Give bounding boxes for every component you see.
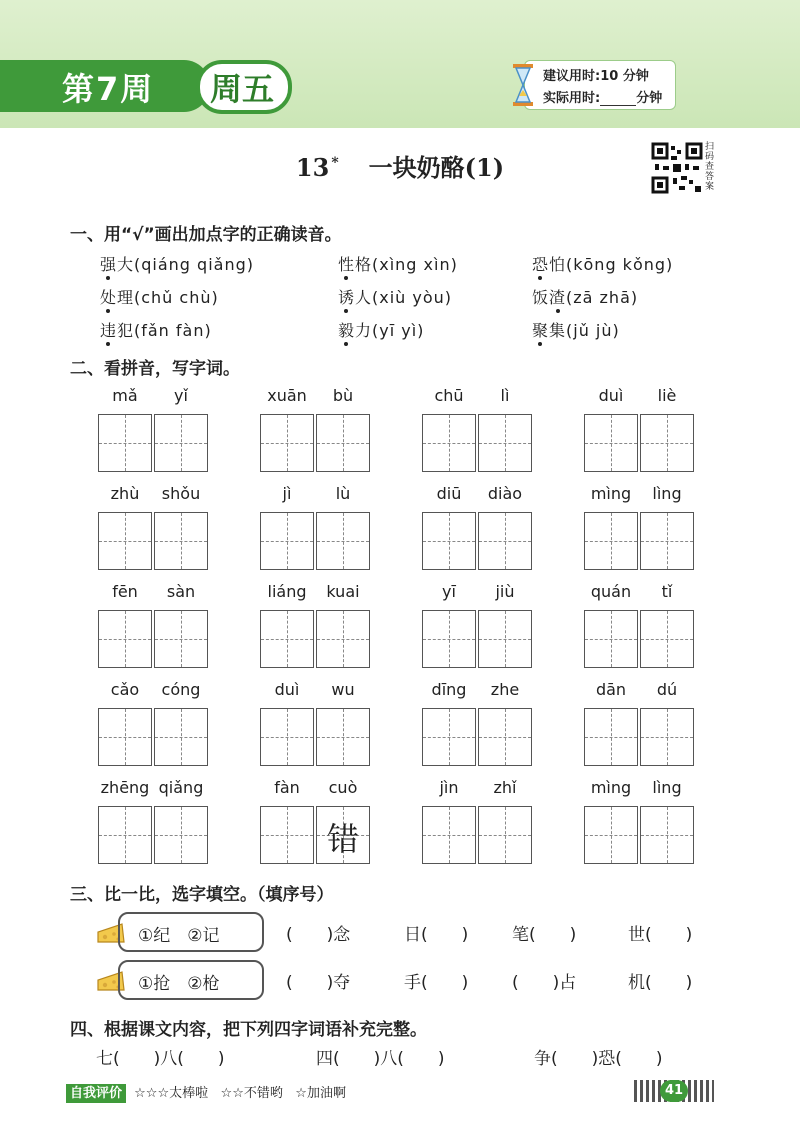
actual-time-label: 实际用时:: [543, 91, 601, 106]
pinyin-label: duì: [274, 680, 300, 699]
section1-heading: 一、用“√”画出加点字的正确读音。: [70, 225, 342, 245]
lesson-name: 一块奶酪(1): [368, 153, 505, 182]
pinyin-label: jìn: [439, 778, 459, 797]
actual-time-unit: 分钟: [636, 91, 663, 106]
character-box[interactable]: [154, 512, 208, 570]
pinyin-label: yī: [442, 582, 456, 601]
character-box[interactable]: [98, 414, 152, 472]
pinyin-label: zhēng: [100, 778, 150, 797]
emphasis-dot: [106, 309, 110, 313]
eval-good: 不错哟: [243, 1086, 283, 1101]
pinyin-label: qiǎng: [158, 778, 204, 797]
fill-blank[interactable]: ( )夺: [286, 973, 351, 993]
written-character: 错: [326, 820, 359, 858]
pinyin-label: kuai: [326, 582, 360, 601]
emphasis-dot: [538, 276, 542, 280]
reading-item[interactable]: 恐怕(kōng kǒng): [532, 255, 674, 274]
character-box[interactable]: [640, 414, 694, 472]
pinyin-label: lì: [500, 386, 510, 405]
reading-item[interactable]: 强大(qiáng qiǎng): [100, 255, 254, 274]
emphasis-dot: [344, 276, 348, 280]
character-box[interactable]: [98, 512, 152, 570]
reading-item[interactable]: 毅力(yī yì): [338, 321, 425, 340]
character-box[interactable]: [316, 512, 370, 570]
options-box: ①纪 ②记: [118, 912, 264, 952]
pinyin-label: duì: [598, 386, 624, 405]
self-evaluation: [66, 1082, 346, 1101]
pinyin-label: chū: [434, 386, 464, 405]
idiom-blank[interactable]: 四( )八( ): [316, 1049, 445, 1069]
qr-code-icon[interactable]: [651, 142, 703, 194]
suggested-time: 建议用时:10 分钟: [543, 69, 649, 84]
qr-label: 扫码查答案: [705, 142, 715, 192]
emphasis-dot: [106, 276, 110, 280]
character-box[interactable]: [640, 708, 694, 766]
character-box[interactable]: [422, 512, 476, 570]
fill-blank[interactable]: 手( ): [404, 973, 469, 993]
idiom-blank[interactable]: 七( )八( ): [96, 1049, 225, 1069]
pinyin-label: tǐ: [661, 582, 673, 601]
character-box[interactable]: [422, 414, 476, 472]
reading-item[interactable]: 违犯(fǎn fàn): [100, 321, 212, 340]
emphasis-dot: [106, 342, 110, 346]
character-box[interactable]: [640, 512, 694, 570]
fill-blank[interactable]: 日( ): [404, 925, 469, 945]
character-box[interactable]: [316, 414, 370, 472]
character-box[interactable]: [422, 610, 476, 668]
reading-item[interactable]: 聚集(jǔ jù): [532, 321, 620, 340]
character-box[interactable]: [478, 414, 532, 472]
pinyin-label: dān: [595, 680, 627, 699]
self-eval-badge: 自我评价: [66, 1084, 126, 1103]
character-box[interactable]: [584, 610, 638, 668]
pinyin-label: bù: [332, 386, 354, 405]
character-box[interactable]: [478, 512, 532, 570]
pinyin-label: cuò: [328, 778, 358, 797]
options-box: ①抢 ②枪: [118, 960, 264, 1000]
pinyin-label: diào: [487, 484, 523, 503]
week-label: 第7周: [62, 70, 155, 108]
pinyin-label: lìng: [652, 778, 682, 797]
section3-heading: 三、比一比，选字填空。（填序号）: [70, 885, 334, 905]
page-number: 41: [660, 1080, 688, 1102]
character-box[interactable]: [478, 806, 532, 864]
character-box[interactable]: [584, 806, 638, 864]
character-box[interactable]: [154, 806, 208, 864]
pinyin-label: fàn: [274, 778, 300, 797]
star-icon[interactable]: ☆☆: [220, 1086, 244, 1101]
pinyin-label: mǎ: [112, 386, 138, 405]
day-label: 周五: [210, 70, 275, 108]
character-box[interactable]: [640, 610, 694, 668]
character-box[interactable]: [154, 708, 208, 766]
pinyin-label: shǒu: [161, 484, 201, 503]
star-icon[interactable]: ☆: [295, 1086, 307, 1101]
character-box[interactable]: [260, 414, 314, 472]
pinyin-label: sàn: [166, 582, 196, 601]
pinyin-label: zhǐ: [493, 778, 517, 797]
character-box[interactable]: [584, 414, 638, 472]
reading-item[interactable]: 诱人(xiù yòu): [338, 288, 453, 307]
hourglass-icon: [512, 64, 534, 106]
character-box[interactable]: [478, 610, 532, 668]
character-box[interactable]: [98, 708, 152, 766]
pinyin-label: diū: [436, 484, 462, 503]
pinyin-label: xuān: [267, 386, 307, 405]
pinyin-label: liè: [657, 386, 677, 405]
emphasis-dot: [344, 342, 348, 346]
character-box[interactable]: [260, 512, 314, 570]
idiom-blank[interactable]: 争( )恐( ): [534, 1049, 663, 1069]
character-box[interactable]: [154, 610, 208, 668]
section4-heading: 四、根据课文内容，把下列四字词语补充完整。: [70, 1020, 427, 1040]
pinyin-label: dú: [656, 680, 678, 699]
pinyin-label: cǎo: [110, 680, 140, 699]
pinyin-label: mìng: [590, 778, 632, 797]
fill-blank[interactable]: ( )念: [286, 925, 351, 945]
pinyin-label: zhù: [110, 484, 140, 503]
pinyin-label: zhe: [490, 680, 520, 699]
pinyin-label: liáng: [267, 582, 307, 601]
eval-keep-going: 加油啊: [306, 1086, 346, 1101]
character-box[interactable]: [316, 610, 370, 668]
pinyin-label: quán: [590, 582, 632, 601]
section2-heading: 二、看拼音，写字词。: [70, 359, 240, 379]
pinyin-label: cóng: [161, 680, 201, 699]
character-box[interactable]: [316, 806, 370, 864]
pinyin-label: lìng: [652, 484, 682, 503]
character-box[interactable]: [98, 806, 152, 864]
character-box[interactable]: [640, 806, 694, 864]
pinyin-label: jì: [282, 484, 292, 503]
fill-blank[interactable]: 机( ): [628, 973, 693, 993]
pinyin-label: yǐ: [174, 386, 188, 405]
fill-blank[interactable]: 笔( ): [512, 925, 577, 945]
emphasis-dot: [344, 309, 348, 313]
character-box[interactable]: [422, 806, 476, 864]
character-box[interactable]: [478, 708, 532, 766]
character-box[interactable]: [98, 610, 152, 668]
character-box[interactable]: [260, 610, 314, 668]
actual-time-blank[interactable]: [600, 93, 636, 106]
pinyin-label: wu: [331, 680, 355, 699]
pinyin-label: jiù: [495, 582, 515, 601]
actual-time: [543, 87, 662, 106]
reading-item[interactable]: 处理(chǔ chù): [100, 288, 219, 307]
fill-blank[interactable]: ( )占: [512, 973, 577, 993]
character-box[interactable]: [422, 708, 476, 766]
pinyin-label: mìng: [590, 484, 632, 503]
reading-item[interactable]: 性格(xìng xìn): [338, 255, 458, 274]
eval-great: 太棒啦: [169, 1086, 209, 1101]
star-icon[interactable]: ☆☆☆: [134, 1086, 170, 1101]
lesson-mark: *: [331, 155, 339, 171]
character-box[interactable]: [584, 512, 638, 570]
character-box[interactable]: [316, 708, 370, 766]
reading-item[interactable]: 饭渣(zā zhā): [532, 288, 639, 307]
lesson-number: 13: [295, 153, 330, 182]
character-box[interactable]: [584, 708, 638, 766]
fill-blank[interactable]: 世( ): [628, 925, 693, 945]
pinyin-label: lù: [335, 484, 351, 503]
character-box[interactable]: [260, 708, 314, 766]
character-box[interactable]: [154, 414, 208, 472]
pinyin-label: dīng: [431, 680, 467, 699]
emphasis-dot: [538, 342, 542, 346]
pinyin-label: fēn: [112, 582, 138, 601]
character-box[interactable]: [260, 806, 314, 864]
emphasis-dot: [556, 309, 560, 313]
